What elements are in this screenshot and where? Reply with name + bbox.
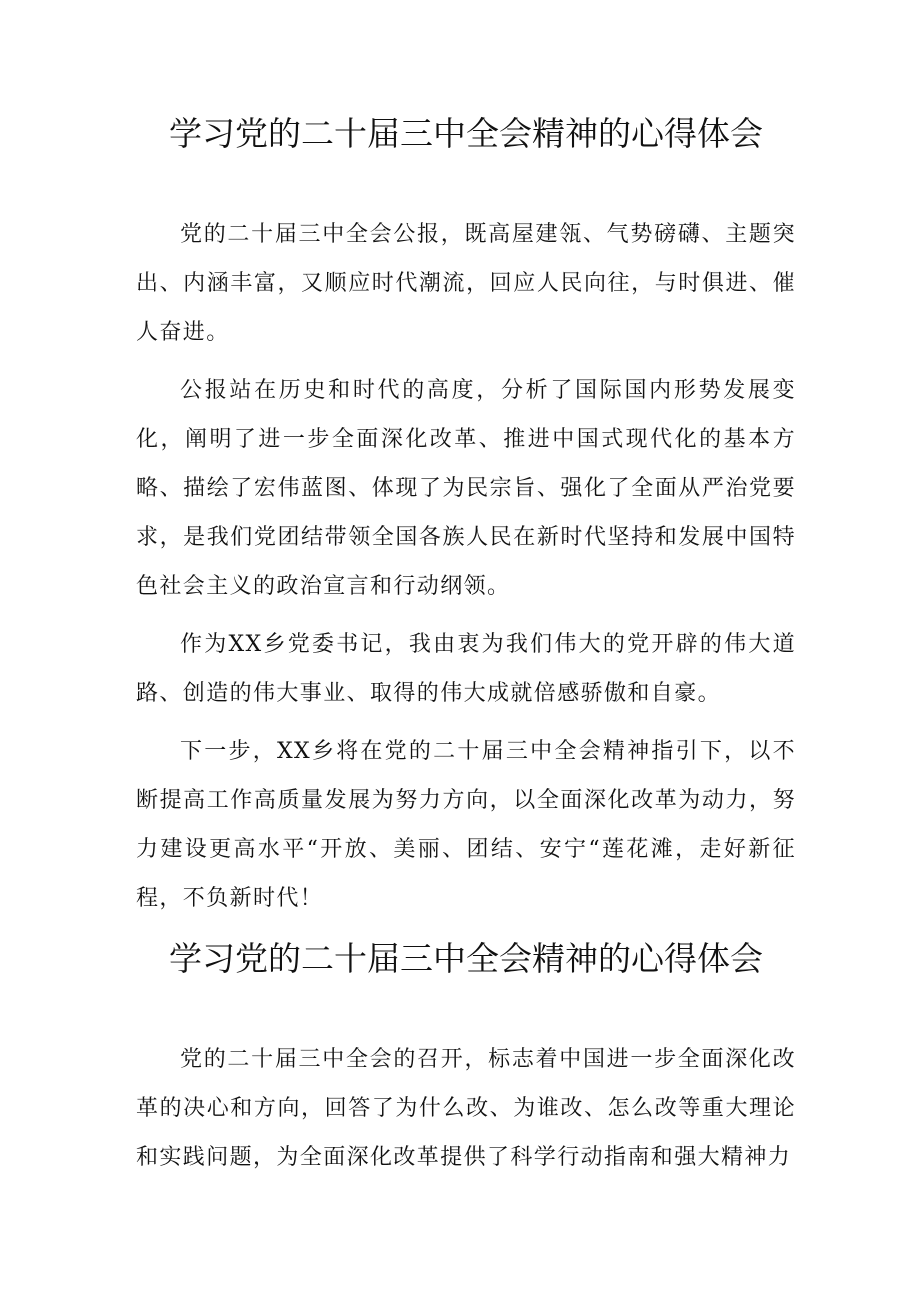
article-body <box>136 210 796 923</box>
article-title: 学习党的二十届三中全会精神的心得体会 <box>169 939 763 978</box>
article-title: 学习党的二十届三中全会精神的心得体会 <box>169 114 763 153</box>
article-1 <box>136 110 796 932</box>
paragraph-1: 党的二十届三中全会的召开，标志着中国进一步全面深化改革的决心和方向，回答了为什么改、为谁改、怎么改等重大理论和实践问题，为全面深化改革提供了科学行动指南和强大精神力 <box>136 1047 796 1170</box>
paragraph-2: 公报站在历史和时代的高度，分析了国际国内形势发展变化，阐明了进一步全面深化改革、推进中国式现代化的基本方略、描绘了宏伟蓝图、体现了为民宗旨、强化了全面从严治党要求，是我们党团结带领全国各族人民在新时代坚持和发展中国特色社会主义的政治宣言和行动纲领。 <box>136 378 796 599</box>
article-body <box>136 1035 796 1182</box>
article-2 <box>136 935 796 1191</box>
paragraph-4: 下一步，XX乡将在党的二十届三中全会精神指引下，以不断提高工作高质量发展为努力方向，以全面深化改革为动力，努力建设更高水平“开放、美丽、团结、安宁“莲花滩，走好新征程，不负新时代！ <box>136 739 796 911</box>
paragraph-3: 作为XX乡党委书记，我由衷为我们伟大的党开辟的伟大道路、创造的伟大事业、取得的伟大成就倍感骄傲和自豪。 <box>136 632 796 706</box>
paragraph-1: 党的二十届三中全会公报，既高屋建瓴、气势磅礴、主题突出、内涵丰富，又顺应时代潮流，回应人民向往，与时俱进、催人奋进。 <box>136 222 796 345</box>
